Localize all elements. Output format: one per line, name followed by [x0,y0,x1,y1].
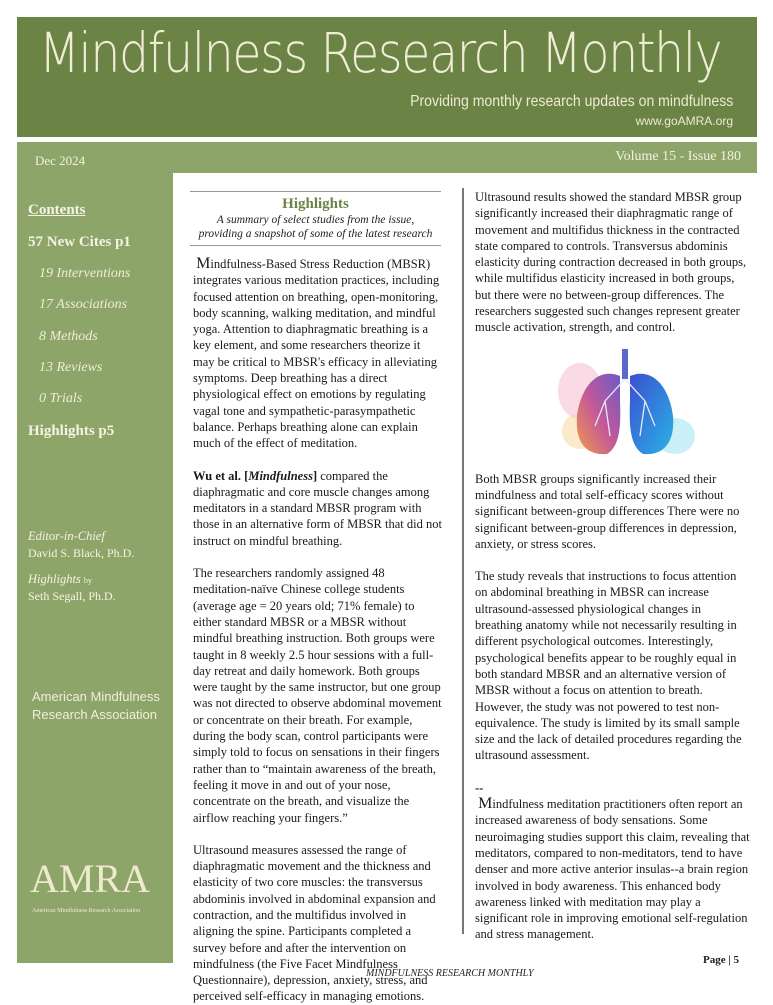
paragraph-intro-text: indfulness-Based Stress Reduction (MBSR) integrates various meditation practices, including focused attention on breathing, open-monitoring, body scanning, walking meditation, and mindful yoga. Attention to diaphragmatic breathing is a key element, and some researchers theorize it may be critical to MBSR's efficacy in alleviating symptoms. Deep breathing has a direct physiological effect on emotions by regulating vagal tone and sympathetic-parasympathetic balance. Perhaps breathing alone can explain much of the effect of meditation. [193,257,440,451]
highlights-subtitle-1: A summary of select studies from the issue, [216,214,415,226]
left-column [193,256,443,1005]
highlights-role [28,572,92,588]
drop-cap: M [196,255,211,272]
paragraph-intro [193,256,443,452]
paragraph-measures: Ultrasound measures assessed the range of diaphragmatic movement and the thickness and elasticity of two core muscles: the transversus abdominis involved in abdominal expansion and contraction, and the multifidus involved in aligning the spine. Participants completed a survey before and after the intervention on mindfulness (the Five Facet Mindfulness Questionnaire), depression, anxiety, stress, and perceived self-efficacy in managing emotions. [193,842,436,1004]
paragraph-study-text: compared the diaphragmatic and core muscle changes among meditators in a standard MBSR program with those in an alternative form of MBSR that did not instruct on mindful breathing. [193,468,442,548]
paragraph-body-awareness [475,796,750,943]
footer-publication: MINDFULNESS RESEARCH MONTHLY [366,968,534,979]
issue-bar [17,142,757,173]
amra-logo-subtext: American Mindfulness Research Association [32,908,141,914]
org-name [32,688,160,724]
contents-item-associations[interactable]: 17 Associations [39,297,128,312]
paragraph-study [193,468,443,549]
highlights-author: Seth Segall, Ph.D. [28,589,116,603]
column-divider [462,188,464,934]
study-author: Wu et al. [ [193,468,249,483]
contents-new-cites[interactable]: 57 New Cites p1 [28,234,131,250]
masthead-title: Mindfulness Research Monthly [39,21,722,85]
contents-highlights[interactable]: Highlights p5 [28,423,115,439]
right-column [475,189,750,943]
masthead-tagline: Providing monthly research updates on mindfulness [409,93,733,110]
highlights-title: Highlights [282,196,349,212]
org-name-line1: American Mindfulness [32,689,160,704]
contents-item-trials[interactable]: 0 Trials [39,391,83,406]
paragraph-body-awareness-text: indfulness meditation practitioners often report an increased awareness of body sensations. Some neuroimaging studies support this claim, revealing that meditators, compared to non-meditators, tend to have denser and more active anterior insulas--a brain region involved in body awareness. This enhanced body awareness linked with meditation may play a significant role in improving emotional self-regulation and stress management. [475,797,750,942]
highlights-by: by [83,576,92,585]
study-journal: Mindfulness [248,468,313,483]
highlights-header [190,191,441,246]
contents-heading: Contents [28,202,86,218]
issue-date: Dec 2024 [35,153,86,168]
sidebar [17,173,173,963]
paragraph-psych-results: Both MBSR groups significantly increased their mindfulness and total self-efficacy scores without significant between-group differences There were no significant between-group differences in depression, anxiety, or stress scores. [475,471,740,551]
paragraph-method: The researchers randomly assigned 48 meditation-naïve Chinese college students (average age = 20 years old; 71% female) to either standard MBSR or a MBSR without mindful breathing instruction. Both groups were taught in 8 weekly 2.5 hour sessions with a full-day retreat and daily homework. Both groups were taught by the same instructor, but one group was not directed to observe abdominal movement or concentrate on their breath. For example, during the body scan, control participants were simply told to focus on sensations in their fingers rather than to “maintain awareness of the breath, feeling it move in and out of your nose, concentrate on the breath, and visualize the airflow reaching your fingers.” [193,566,442,825]
editor-name: David S. Black, Ph.D. [28,546,135,560]
issue-volume: Volume 15 - Issue 180 [615,149,741,164]
org-name-line2: Research Association [32,707,158,722]
page-number: Page | 5 [703,954,740,966]
lungs-illustration [535,346,715,461]
contents-item-methods[interactable]: 8 Methods [39,329,98,344]
highlights-subtitle-2: providing a snapshot of some of the latest research [198,228,433,240]
contents-item-interventions[interactable]: 19 Interventions [39,266,131,281]
amra-logo: AMRA [30,856,151,901]
contents-item-reviews[interactable]: 13 Reviews [39,360,103,375]
section-separator: -- [475,780,484,795]
masthead [17,17,757,137]
paragraph-results: Ultrasound results showed the standard MBSR group significantly increased their diaphragmatic range of movement and multifidus thickness in the contracted state compared to controls. Transversus abdominis elasticity during contraction decreased in both groups, while multifidus elasticity increased in both groups, but there were no between-group differences. The researchers suggested such changes represent greater muscle activation, strength, and control. [475,190,747,335]
drop-cap-2: M [478,795,493,813]
editor-role: Editor-in-Chief [28,529,105,543]
paragraph-conclusion: The study reveals that instructions to focus attention on abdominal breathing in MBSR can increase ultrasound-assessed physiological changes in breathing anatomy while not necessarily resulting in different psychological outcomes. Interestingly, psychological benefits appear to be roughly equal in both standard MBSR and an alternative version of MBSR without a focus on attention to breath. However, the study was not powered to test non-equivalence. The study is limited by its small sample size and the lack of detailed procedures regarding the ultrasound assessment. [475,569,742,763]
highlights-role-label: Highlights [28,572,81,586]
masthead-url[interactable]: www.goAMRA.org [635,114,733,128]
study-bracket: ] [312,468,318,483]
